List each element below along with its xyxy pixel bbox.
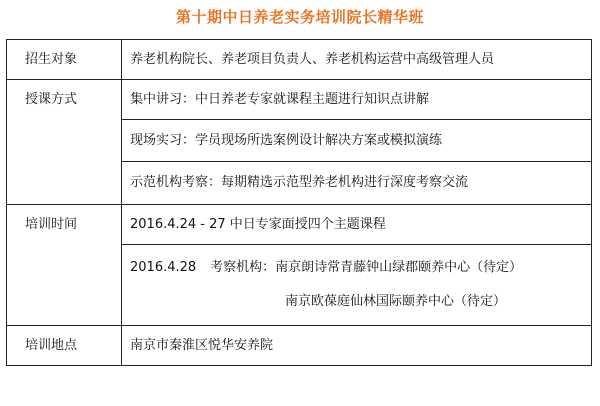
time-session-1: 2016.4.24 - 27 中日专家面授四个主题课程 bbox=[122, 205, 592, 245]
table-row-location bbox=[7, 326, 592, 366]
table-row-target bbox=[7, 40, 592, 80]
row-content-target: 养老机构院长、养老项目负责人、养老机构运营中高级管理人员 bbox=[122, 40, 592, 80]
table-row-method-1 bbox=[7, 80, 592, 120]
table-row-time-1 bbox=[7, 205, 592, 245]
row-label-method-text: 授课方式 bbox=[25, 92, 78, 107]
method-item-lecture: 集中讲习：中日养老专家就课程主题进行知识点讲解 bbox=[122, 80, 592, 120]
row-label-method bbox=[7, 80, 122, 205]
row-label-target: 招生对象 bbox=[7, 40, 122, 80]
row-label-time bbox=[7, 205, 122, 326]
method-item-visit: 示范机构考察：每期精选示范型养老机构进行深度考察交流 bbox=[122, 162, 592, 205]
method-item-practice: 现场实习：学员现场所选案例设计解决方案或模拟演练 bbox=[122, 120, 592, 162]
page-title: 第十期中日养老实务培训院长精华班 bbox=[175, 8, 424, 26]
row-content-location: 南京市秦淮区悦华安养院 bbox=[122, 326, 592, 366]
time-session-2-line-1 bbox=[130, 260, 583, 276]
row-label-location: 培训地点 bbox=[7, 326, 122, 366]
row-label-time-text: 培训时间 bbox=[25, 217, 78, 232]
info-table bbox=[6, 39, 592, 366]
time-session-2-org-2: 南京欧葆庭仙林国际颐养中心（待定） bbox=[285, 294, 507, 309]
time-session-2-date: 2016.4.28 bbox=[130, 260, 197, 275]
time-session-2 bbox=[122, 245, 592, 326]
time-session-2-org: 考察机构：南京朗诗常青藤钟山绿郡颐养中心（待定） bbox=[210, 260, 523, 275]
time-session-2-line-2 bbox=[130, 294, 583, 310]
